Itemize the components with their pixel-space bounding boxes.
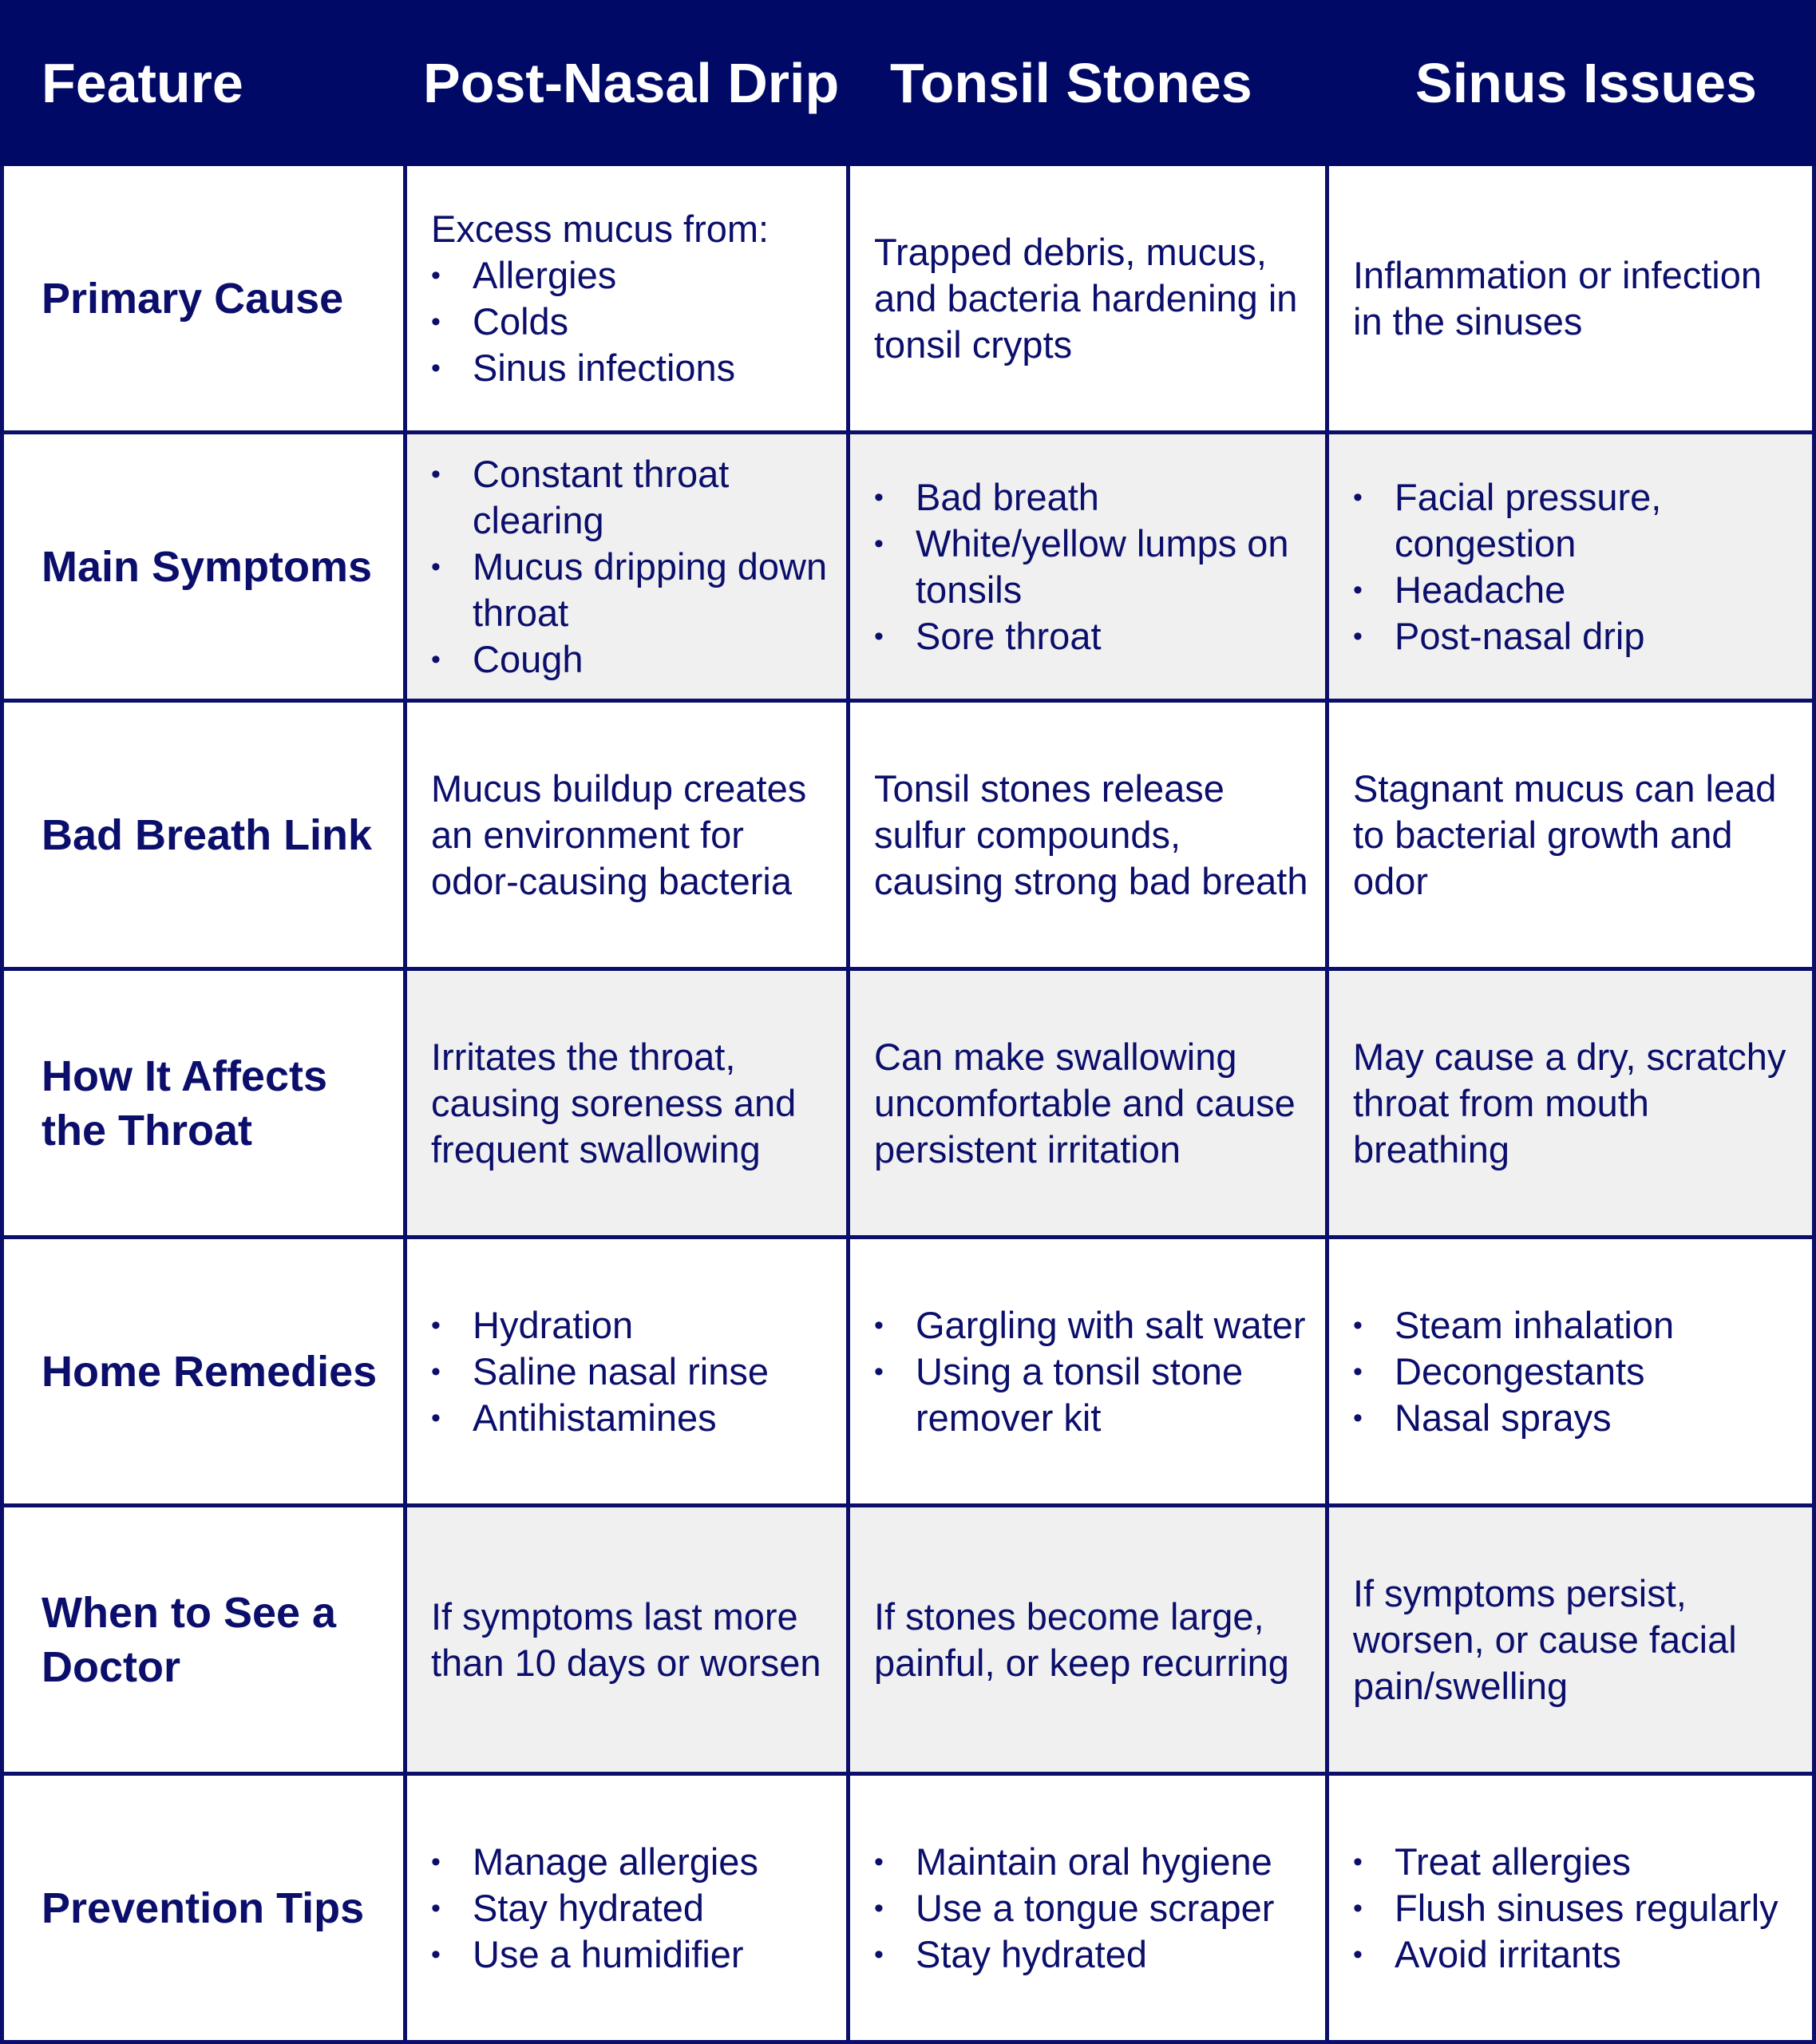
cell-text: Inflammation or infection in the sinuses — [1353, 253, 1763, 343]
cell-content — [431, 1034, 830, 1173]
cell-tonsil-stones — [850, 166, 1329, 434]
bullet-item: • Use a humidifier — [431, 1931, 830, 1978]
feature-text: Bad Breath Link — [42, 810, 373, 859]
row-feature-label — [0, 1507, 407, 1776]
cell-content — [1353, 1839, 1796, 1978]
bullet-item: • Decongestants — [1353, 1349, 1796, 1395]
cell-tonsil-stones — [850, 703, 1329, 971]
row-feature-label — [0, 1776, 407, 2044]
cell-content — [874, 1302, 1309, 1441]
header-post-nasal-drip: Post-Nasal Drip — [407, 0, 850, 166]
bullet-item: • Bad breath — [874, 474, 1309, 521]
bullet-item: • Mucus dripping down throat — [431, 544, 830, 636]
bullet-list — [874, 474, 1309, 660]
cell-content — [431, 1839, 830, 1978]
cell-sinus-issues — [1329, 1239, 1816, 1507]
feature-text: How It Affects the Throat — [42, 1052, 328, 1155]
bullet-item: • Flush sinuses regularly — [1353, 1885, 1796, 1931]
cell-text: Tonsil stones release sulfur compounds, causing strong bad breath — [874, 766, 1308, 902]
bullet-list — [431, 252, 830, 391]
cell-content — [1353, 474, 1796, 660]
cell-text: If symptoms persist, worsen, or cause facial pain/swelling — [1353, 1571, 1737, 1707]
bullet-item: • White/yellow lumps on tonsils — [874, 521, 1309, 613]
cell-post-nasal-drip — [407, 1239, 850, 1507]
bullet-list — [431, 1302, 830, 1441]
cell-text: Irritates the throat, causing soreness and frequent swallowing — [431, 1035, 797, 1171]
bullet-list — [1353, 1839, 1796, 1978]
cell-tonsil-stones — [850, 1239, 1329, 1507]
cell-tonsil-stones — [850, 1776, 1329, 2044]
bullet-item: • Stay hydrated — [874, 1931, 1309, 1978]
cell-content — [874, 1839, 1309, 1978]
row-feature-label — [0, 1239, 407, 1507]
feature-text: Prevention Tips — [42, 1884, 365, 1932]
bullet-list — [1353, 1302, 1796, 1441]
bullet-item: • Gargling with salt water — [874, 1302, 1309, 1349]
bullet-item: • Maintain oral hygiene — [874, 1839, 1309, 1885]
cell-content — [874, 1034, 1309, 1173]
bullet-item: • Sore throat — [874, 613, 1309, 660]
cell-text: If symptoms last more than 10 days or worsen — [431, 1594, 821, 1684]
feature-text: When to See a Doctor — [42, 1588, 337, 1691]
bullet-item: • Antihistamines — [431, 1395, 830, 1441]
cell-sinus-issues — [1329, 703, 1816, 971]
bullet-item: • Colds — [431, 299, 830, 345]
cell-content — [1353, 252, 1796, 345]
bullet-item: • Nasal sprays — [1353, 1395, 1796, 1441]
bullet-list — [431, 1839, 830, 1978]
row-feature-label — [0, 434, 407, 703]
cell-content — [431, 1594, 830, 1686]
bullet-list — [1353, 474, 1796, 660]
header-feature: Feature — [0, 0, 407, 166]
row-feature-label — [0, 703, 407, 971]
bullet-item: • Treat allergies — [1353, 1839, 1796, 1885]
cell-sinus-issues — [1329, 1507, 1816, 1776]
cell-content — [431, 206, 830, 391]
bullet-item: • Using a tonsil stone remover kit — [874, 1349, 1309, 1441]
cell-content — [431, 451, 830, 683]
feature-text: Home Remedies — [42, 1347, 378, 1396]
bullet-list — [874, 1302, 1309, 1441]
cell-text: Trapped debris, mucus, and bacteria hardening in tonsil crypts — [874, 230, 1298, 366]
bullet-item: • Manage allergies — [431, 1839, 830, 1885]
cell-content — [874, 1594, 1309, 1686]
feature-text: Primary Cause — [42, 274, 344, 323]
cell-text: Stagnant mucus can lead to bacterial growth and odor — [1353, 766, 1777, 902]
cell-sinus-issues — [1329, 434, 1816, 703]
bullet-item: • Stay hydrated — [431, 1885, 830, 1931]
cell-sinus-issues — [1329, 166, 1816, 434]
cell-post-nasal-drip — [407, 1507, 850, 1776]
cell-tonsil-stones — [850, 971, 1329, 1239]
header-sinus-issues: Sinus Issues — [1329, 0, 1816, 166]
cell-content — [874, 474, 1309, 660]
cell-tonsil-stones — [850, 434, 1329, 703]
feature-text: Main Symptoms — [42, 542, 373, 591]
bullet-item: • Saline nasal rinse — [431, 1349, 830, 1395]
bullet-item: • Post-nasal drip — [1353, 613, 1796, 660]
bullet-item: • Constant throat clearing — [431, 451, 830, 544]
cell-content — [1353, 1571, 1796, 1709]
cell-post-nasal-drip — [407, 434, 850, 703]
bullet-item: • Avoid irritants — [1353, 1931, 1796, 1978]
header-tonsil-stones: Tonsil Stones — [850, 0, 1329, 166]
cell-content — [431, 1302, 830, 1441]
cell-content — [1353, 1302, 1796, 1441]
bullet-item: • Facial pressure, congestion — [1353, 474, 1796, 567]
bullet-item: • Headache — [1353, 567, 1796, 613]
bullet-item: • Sinus infections — [431, 345, 830, 391]
cell-sinus-issues — [1329, 1776, 1816, 2044]
cell-post-nasal-drip — [407, 1776, 850, 2044]
bullet-item: • Steam inhalation — [1353, 1302, 1796, 1349]
cell-text: If stones become large, painful, or keep recurring — [874, 1594, 1289, 1684]
cell-sinus-issues — [1329, 971, 1816, 1239]
cell-text: Can make swallowing uncomfortable and cause persistent irritation — [874, 1035, 1296, 1171]
row-feature-label — [0, 166, 407, 434]
bullet-item: • Allergies — [431, 252, 830, 299]
bullet-item: • Cough — [431, 636, 830, 683]
bullet-list — [874, 1839, 1309, 1978]
cell-tonsil-stones — [850, 1507, 1329, 1776]
cell-text: May cause a dry, scratchy throat from mouth breathing — [1353, 1035, 1786, 1171]
cell-post-nasal-drip — [407, 971, 850, 1239]
cell-content — [1353, 766, 1796, 905]
cell-post-nasal-drip — [407, 703, 850, 971]
cell-content — [431, 766, 830, 905]
cell-content — [1353, 1034, 1796, 1173]
cell-post-nasal-drip — [407, 166, 850, 434]
row-feature-label — [0, 971, 407, 1239]
bullet-item: • Use a tongue scraper — [874, 1885, 1309, 1931]
cell-content — [874, 766, 1309, 905]
cell-intro-text: Excess mucus from: — [431, 207, 770, 250]
cell-text: Mucus buildup creates an environment for odor-causing bacteria — [431, 766, 807, 902]
bullet-list — [431, 451, 830, 683]
cell-content — [874, 229, 1309, 368]
bullet-item: • Hydration — [431, 1302, 830, 1349]
